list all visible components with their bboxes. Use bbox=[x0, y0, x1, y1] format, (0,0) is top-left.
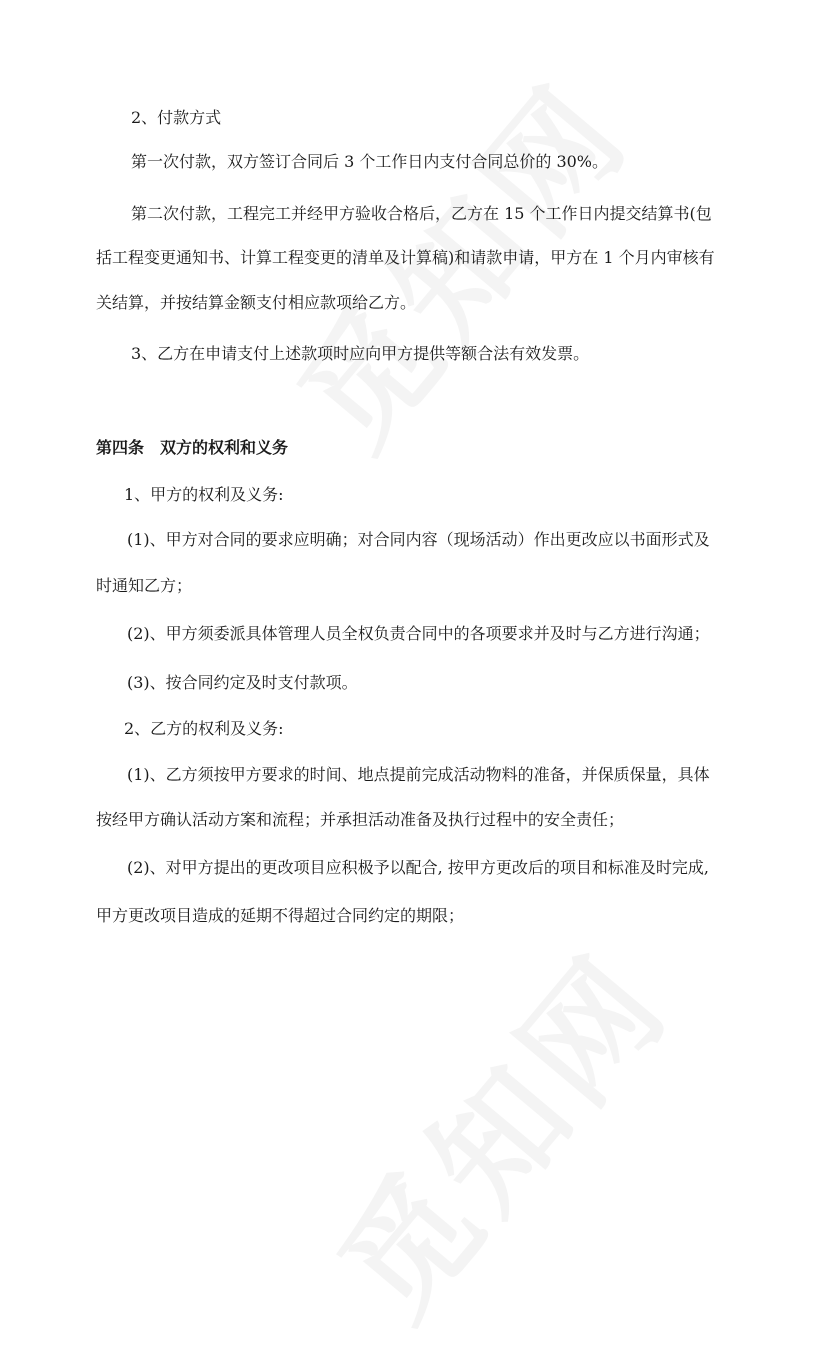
article-4-heading: 第四条 双方的权利和义务 bbox=[96, 438, 289, 457]
party-a-item-1-line-1: (1)、甲方对合同的要求应明确；对合同内容（现场活动）作出更改应以书面形式及 bbox=[127, 530, 710, 549]
payment-method-title: 2、付款方式 bbox=[131, 108, 222, 127]
party-b-item-2-line-1: (2)、对甲方提出的更改项目应积极予以配合, 按甲方更改后的项目和标准及时完成, bbox=[127, 858, 709, 877]
party-a-item-1-line-2: 时通知乙方； bbox=[96, 576, 193, 595]
watermark-bottom bbox=[290, 908, 703, 1350]
second-payment-line-1: 第二次付款，工程完工并经甲方验收合格后，乙方在 15 个工作日内提交结算书(包 bbox=[131, 204, 712, 223]
second-payment-line-3: 关结算，并按结算金额支付相应款项给乙方。 bbox=[96, 293, 417, 312]
party-a-rights-title: 1、甲方的权利及义务: bbox=[124, 485, 284, 504]
party-b-item-2-line-2: 甲方更改项目造成的延期不得超过合同约定的期限； bbox=[96, 906, 465, 925]
party-b-item-1-line-1: (1)、乙方须按甲方要求的时间、地点提前完成活动物料的准备，并保质保量，具体 bbox=[127, 765, 710, 784]
party-a-item-2: (2)、甲方须委派具体管理人员全权负责合同中的各项要求并及时与乙方进行沟通； bbox=[127, 624, 710, 643]
party-b-rights-title: 2、乙方的权利及义务: bbox=[124, 719, 284, 738]
first-payment-text: 第一次付款，双方签订合同后 3 个工作日内支付合同总价的 30%。 bbox=[131, 152, 609, 171]
party-b-item-1-line-2: 按经甲方确认活动方案和流程；并承担活动准备及执行过程中的安全责任； bbox=[96, 810, 625, 829]
second-payment-line-2: 括工程变更通知书、计算工程变更的清单及计算稿)和请款申请，甲方在 1 个月内审核有 bbox=[96, 248, 715, 267]
party-a-item-3: (3)、按合同约定及时支付款项。 bbox=[127, 673, 358, 692]
invoice-requirement-text: 3、乙方在申请支付上述款项时应向甲方提供等额合法有效发票。 bbox=[131, 344, 590, 363]
